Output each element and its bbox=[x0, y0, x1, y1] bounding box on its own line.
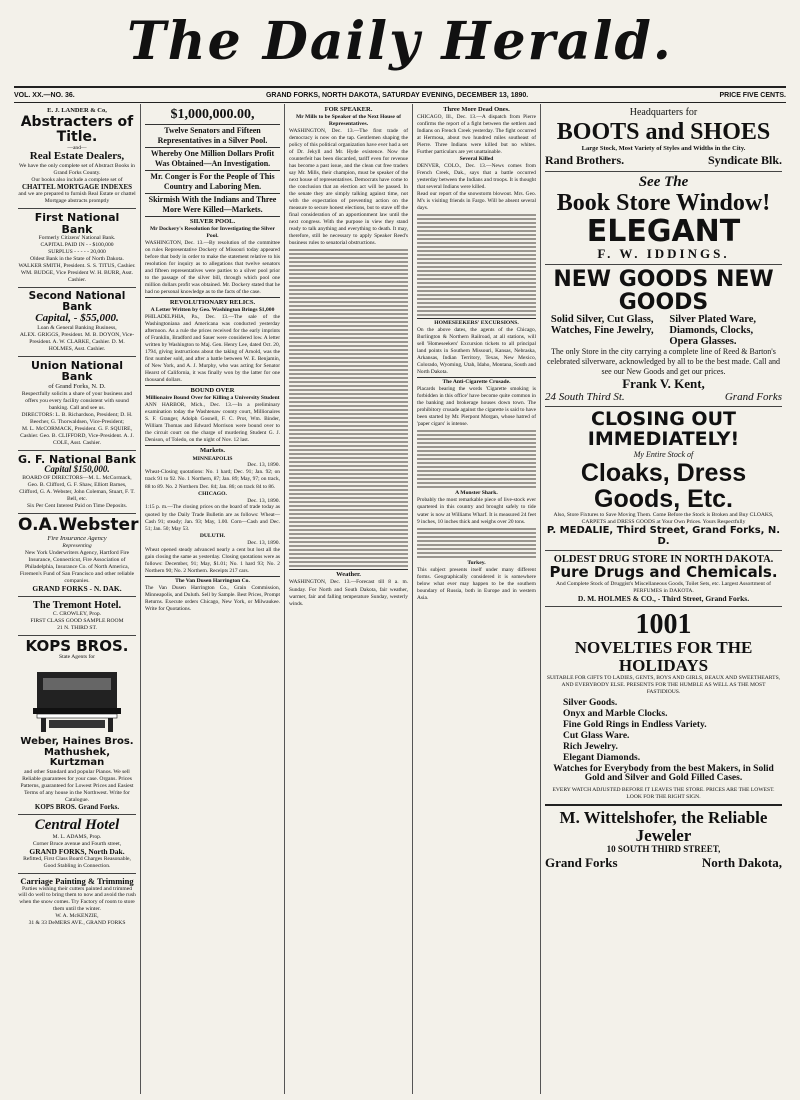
weather-head: Weather. bbox=[336, 571, 361, 579]
lander-title: Abstracters of Title. bbox=[20, 114, 134, 145]
deck-1: Twelve Senators and Fifteen Representatives in a Silver Pool. bbox=[157, 125, 268, 145]
silver-deck: Mr Dockery's Resolution for Investigating the Silver Pool. bbox=[149, 225, 276, 239]
entire-stock: My Entire Stock of bbox=[633, 449, 694, 459]
central-title: Central Hotel bbox=[34, 817, 120, 834]
snb-ad bbox=[18, 288, 136, 357]
drug-ad bbox=[545, 551, 782, 607]
gf-bank-ad bbox=[18, 451, 136, 514]
deck-3: Mr. Conger is For the People of This Country and Laboring Men. bbox=[150, 171, 275, 191]
fnb-sub: Formerly Citizens' National Bank. bbox=[38, 235, 116, 242]
carriage-addr: 31 & 33 DeMERS AVE., GRAND FORKS bbox=[28, 920, 126, 927]
wittel-addr: 10 SOUTH THIRD STREET, bbox=[606, 844, 721, 855]
snb-capital: Capital, - $55,000. bbox=[35, 312, 119, 325]
cig-body: Placards bearing the words 'Cigarette smoking is forbidden in this office' have become quite common in the banking and brokerage houses down town. The prohibitory crusade against the cigarette is said to have been started by Mr. Pierpont Morgan, whose hatred of 'paper cigars' is intense. bbox=[417, 386, 536, 428]
kent-right: Grand Forks bbox=[724, 390, 782, 403]
fnb-ad bbox=[18, 209, 136, 288]
chicago-date: Dec. 13, 1890. bbox=[247, 497, 280, 504]
boots-title: BOOTS and SHOES bbox=[556, 118, 771, 145]
cloaks-text: Also, Store Fixtures to Save Moving Them. Come Before the Stock is Broken and Buy CLOAKS, CARPETS and DRESS GOODS at Your Own Prices. Yours Respectfully bbox=[553, 512, 774, 526]
kent-ad bbox=[545, 265, 782, 407]
tremont-owner: C. CROWLEY, Prop. bbox=[52, 610, 102, 617]
chicago-body: 1:15 p. m.—The closing prices on the board of trade today as quoted by the Daily Trade Bulletin are as follows: Wheat—Cash 91; steady; Jan. 93; May, 1.00. Corn—Cash and Dec. 51; Jan. 50; May 53. bbox=[145, 504, 280, 532]
cloaks-title: Cloaks, Dress Goods, Etc. bbox=[580, 458, 747, 513]
boots-sub: Large Stock, Most Variety of Styles and Widths in the City. bbox=[581, 144, 746, 152]
snb-note: Loan & General Banking Business, bbox=[37, 324, 117, 331]
central-text: Refitted, First Class Board Charges Reasonable, Good Stabling in Connection. bbox=[23, 855, 131, 869]
relics-head: REVOLUTIONARY RELICS. bbox=[169, 298, 256, 306]
every-watch: EVERY WATCH ADJUSTED BEFORE IT LEAVES THE STORE. PRICES ARE THE LOWEST. LOOK FOR THE RIGHT SIGN. bbox=[552, 787, 775, 801]
lander-text3: and we are prepared to furnish Real Estate or chattel Mortgage abstracts promptly bbox=[18, 191, 136, 205]
suitable: SUITABLE FOR GIFTS TO LADIES, GENTS, BOYS AND GIRLS, BEAUX AND SWEETHEARTS, AND EVERYBODY ELSE. PRESENTS FOR THE HUMBLE AS WELL AS THE MOST FASTIDIOUS. bbox=[546, 674, 781, 695]
only-store: The only Store in the city carrying a complete line of Reed & Barton's celebrated silverware, acknowledged by all to be the best made. Call and see our New Goods and get our prices. bbox=[546, 347, 781, 377]
duluth-city: DULUTH. bbox=[199, 532, 226, 539]
duluth-date: Dec. 13, 1890. bbox=[247, 539, 280, 546]
see-label: See The bbox=[638, 173, 689, 190]
n1001: 1001 bbox=[635, 608, 692, 640]
webster-city: GRAND FORKS - N. DAK. bbox=[32, 583, 122, 593]
tremont-addr: 21 N. THIRD ST. bbox=[57, 624, 97, 631]
gf-capital: Capital $150,000. bbox=[44, 464, 110, 475]
rand-left: Rand Brothers. bbox=[545, 152, 625, 167]
gf-title: G. F. National Bank bbox=[18, 452, 136, 466]
bound-body: ANN HARBOR, Mich., Dec. 13.—In a preliminary examination today the Washtenaw county court, Millionaires S. F. Granger, Adolph Gosnell, F. C. Prot, Wm. Binder, William Thomas and Edward Morrison were bound over to the circuit court on the charge of murdering Student G. J. Denison, of Toledo, on the night of Nov. 12 last. bbox=[145, 402, 280, 444]
columns bbox=[14, 104, 786, 1094]
kops-pianos: Weber, Haines Bros. Mathushek, Kurtzman bbox=[20, 736, 134, 769]
masthead-title: The Daily Herald. bbox=[127, 11, 673, 72]
markets-head: Markets. bbox=[199, 447, 226, 455]
lander-text: We have the only complete set of Abstract Books in Grand Forks County. bbox=[19, 163, 135, 177]
deck-2: Whereby One Million Dollars Profit Was Obtained—An Investigation. bbox=[150, 148, 275, 168]
goods-right: Silver Plated Ware, Diamonds, Clocks, Opera Glasses. bbox=[669, 314, 757, 348]
kops-title: KOPS BROS. bbox=[25, 636, 129, 655]
wittel-title: M. Wittelshofer, the Reliable Jeweler bbox=[545, 804, 782, 845]
column-5 bbox=[540, 104, 786, 1094]
central-owner: M. L. ADAMS, Prop. bbox=[52, 833, 102, 840]
dead-head: Three More Dead Ones. bbox=[443, 106, 510, 113]
medalie-name: P. MEDALIE, Third Street, Grand Forks, N. D. bbox=[546, 525, 781, 547]
rand-right: Syndicate Blk. bbox=[707, 152, 782, 167]
home-body: On the above dates, the agents of the Chicago, Burlington & Northern Railroad, at all stations, will sell 'Homeseekers' Excursion tickets to all principal land points in Southern Missouri, Kansas, Nebraska, Arkansas, Indian Territory, Texas, New Mexico, Colorado, Wyoming, Utah, Idaho, Montana, South and North Dakota. bbox=[417, 327, 536, 376]
kent-left: 24 South Third St. bbox=[545, 390, 625, 403]
volume-number: VOL. XX.—NO. 36. bbox=[14, 91, 75, 99]
wittel-line bbox=[545, 855, 782, 871]
kops-sub: State Agents for bbox=[58, 654, 96, 661]
central-hotel-ad bbox=[18, 815, 136, 874]
item-6: Elegant Diamonds. bbox=[563, 752, 641, 763]
markets-city: MINNEAPOLIS bbox=[192, 455, 233, 462]
snb-title: Second National Bank bbox=[28, 290, 126, 314]
vandusen-title: The Van Dusen Harrington Co. bbox=[175, 577, 250, 584]
wittel-left: Grand Forks bbox=[545, 854, 618, 870]
vandusen-body: The Van Dusen Harrington Co., Grain Commission, Minneapolis, and Duluth. Sell by Sample. Best Prices, Prompt Returns. Execute orders Chicago, New York, or Milwaukee. Write for Quotations. bbox=[145, 584, 280, 612]
kops-text: and other Standard and popular Pianos. We sell Reliable guarantees for your case. Organs. Prices Patterns, guaranteed for Lowest Prices and Easiest Terms of any house in the Northwest. Write for Catalogue. bbox=[20, 768, 134, 803]
shark-lines bbox=[417, 528, 536, 558]
dead-body: CHICAGO, Ill., Dec. 13.—A dispatch from Pierre confirms the report of a fight between the settlers and Indians on French Creek yesterday. The fight occurred at Hermosa, about two hundred miles southeast of Pierre. Three Indians were killed but no whites. Further particulars are yet unattainable. bbox=[417, 114, 536, 156]
cig-lines bbox=[417, 430, 536, 488]
item-4: Cut Glass Ware. bbox=[563, 730, 630, 741]
column-1 bbox=[14, 104, 140, 1094]
kent-line bbox=[545, 391, 782, 403]
kops-ad bbox=[18, 636, 136, 816]
duluth-body: Wheat opened steady advanced nearly a cent but lost all the gain closing the same as yesterday. Closing quotations were as follows: December, 91; May, $1.01; No. 1 hard 93; No. 2 Northern 90; No. 2 Northern. Receipts 217 cars. bbox=[145, 546, 280, 574]
hq-label: Headquarters for bbox=[629, 107, 698, 118]
deck-4: Skirmish With the Indians and Three More Were Killed—Markets. bbox=[148, 194, 277, 214]
item-3: Fine Gold Rings in Endless Variety. bbox=[563, 719, 707, 730]
item-5: Rich Jewelry. bbox=[563, 741, 618, 752]
union-text: Respectfully solicits a share of your business and offers you every facility consistent with sound banking. Call and see us. bbox=[21, 391, 133, 411]
column-4 bbox=[412, 104, 540, 1094]
union-sub: of Grand Forks, N. D. bbox=[48, 382, 106, 390]
webster-title: O.A.Webster bbox=[18, 514, 139, 535]
shark-head: A Monster Shark. bbox=[455, 490, 498, 497]
main-headline: $1,000,000.00, bbox=[170, 107, 255, 122]
lander-sub: Real Estate Dealers, bbox=[29, 150, 125, 163]
turkey-head: Turkey. bbox=[467, 559, 486, 566]
medalie-ad bbox=[545, 407, 782, 551]
killed-head: Several Killed bbox=[459, 156, 494, 163]
issue-date: GRAND FORKS, NORTH DAKOTA, SATURDAY EVENING, DECEMBER 13, 1890. bbox=[265, 91, 529, 99]
fnb-surplus: SURPLUS - - - - - 20,000 bbox=[48, 249, 106, 256]
relics-body: PHILADELPHIA, Pa., Dec. 13.—The sale of the Washingtoniana and Americana was conducted yesterday afternoon. As a rule the prices received for the early imprints of Franklin, Bradford and Sauer were considered low. A letter written by Washington to Maj. Gen. Henry Lee, dated Oct. 20, 1794, giving instructions about the taking of Arnold, was the first number sold, and after a battle between W. E. Benjamin, of New York, and A. J. Murphy, who was acting for Senator Hearst of California, it was finally won by the latter for one thousand dollars. bbox=[145, 314, 280, 384]
fnb-oldest: Oldest Bank in the State of North Dakota. bbox=[30, 256, 124, 263]
tremont-title: The Tremont Hotel. bbox=[32, 599, 122, 611]
webster-text: New York Underwriters Agency, Hartford Fire Insurance, Connecticut, Fire Association of Philadelphia, Insurance Co. of North America, Firemen's Fund of San Francisco and other reliable companies. bbox=[19, 549, 135, 584]
new-goods: NEW GOODS NEW GOODS bbox=[553, 266, 774, 315]
piano-illustration bbox=[29, 664, 125, 734]
speaker-body: WASHINGTON, Dec. 13.—The first trade of democracy is now on the tap. Gentlemen shaping the policy of this political organization have ever had a set of Dr. Jekyll and Mr. Hyde existence. Now the counterfeit has been discarded, tariff even for revenue has become a past issue, and the clean cut free traders say Mr. Mills, their champion, must be speaker of the next house of representatives. Democrats have come to the conclusion that an election act will be passed. In the senate they are simply talking against time, not with the expectation of preventing action on the measure to secure honest elections, but to stave off the final consideration of an apportionment law until the next congress. With the purpose in view they stand ready to talk anything and everything to death. It may, therefore, still be necessary to apply Speaker Reed's business rules to senatorial obstructions. bbox=[289, 128, 408, 247]
article-text-lines bbox=[289, 249, 408, 567]
cig-head: The Anti-Cigarette Crusade. bbox=[442, 379, 511, 386]
closing-out: CLOSING OUT IMMEDIATELY! bbox=[587, 407, 740, 450]
goods-left: Solid Silver, Cut Glass, Watches, Fine Jewelry, bbox=[550, 314, 654, 337]
novelties: NOVELTIES FOR THE HOLIDAYS bbox=[574, 638, 753, 675]
speaker-deck: Mr Mills to be Speaker of the Next House of Representatives. bbox=[296, 114, 401, 128]
window-label: Book Store Window! bbox=[556, 189, 771, 216]
fnb-title: First National Bank bbox=[34, 211, 120, 236]
carriage-name: W. A. McKENZIE, bbox=[55, 913, 99, 920]
gf-directors: BOARD OF DIRECTORS—M. L. McCormack, Geo. B. Clifford, G. F. Shaw, Elliott Barnes, Clifford, G. A. Webster, John Coleman, Stuart, F. T. Bell, etc. bbox=[19, 474, 135, 502]
oldest-drug: OLDEST DRUG STORE IN NORTH DAKOTA. bbox=[553, 554, 774, 566]
markets-body: Wheat-Closing quotations: No. 1 hard; Dec. 91; Jan. 92; on track 91 to 92. No. 1 Northern, 87; Jan. 89; May, 97; on track, 88 to 89. No. 2 Northern Dec. 84; Jan. 86; on track 84 to 86. bbox=[145, 469, 280, 490]
holmes-line: D. M. HOLMES & CO., - Third Street, Grand Forks. bbox=[577, 593, 750, 603]
item-2: Onyx and Marble Clocks. bbox=[563, 708, 668, 719]
union-title: Union National Bank bbox=[31, 358, 123, 384]
bound-deck: Millionaire Bound Over for Killing a University Student bbox=[145, 395, 280, 402]
union-officers: M. L. McCORMACK, President. G. F. SQUIRE, Cashier. Geo. B. CLIFFORD, Vice-President. A. J. COLE, Asst. Cashier. bbox=[20, 425, 134, 446]
rand-line bbox=[545, 153, 782, 168]
lander-and: —and— bbox=[67, 144, 87, 151]
goods-list bbox=[545, 314, 782, 347]
tremont-ad bbox=[18, 597, 136, 636]
union-ad bbox=[18, 357, 136, 451]
lander-ad bbox=[18, 104, 136, 209]
pure-drugs: Pure Drugs and Chemicals. bbox=[549, 563, 778, 582]
silver-body: WASHINGTON, Dec. 13.—By resolution of the committee on rules Representative Dockery of Missouri today appeared before that body in order to make the statement relative to his resolution for inquiry as to allegations that twelve senators and fifteen representatives were parties to a silver pool prior to the passage of the silver bill, through which pool one million dollars profit was obtained. Mr. Dockery stated that he had no personal knowledge as to the facts of the case. bbox=[145, 239, 280, 295]
carriage-ad bbox=[18, 874, 136, 931]
home-head: HOMESEEKERS' EXCURSIONS. bbox=[434, 320, 519, 327]
boots-ad bbox=[545, 104, 782, 172]
speaker-head: FOR SPEAKER. bbox=[324, 106, 373, 113]
tremont-rate: FIRST CLASS GOOD SAMPLE ROOM bbox=[30, 617, 124, 624]
silver-head: SILVER POOL. bbox=[189, 217, 236, 225]
lander-text2: Our books also include a complete set of bbox=[31, 177, 123, 183]
central-addr: Corner Bruce avenue and Fourth street, bbox=[32, 840, 122, 847]
webster-sub: Fire Insurance Agency bbox=[47, 534, 107, 542]
kops-footer: KOPS BROS. Grand Forks. bbox=[34, 802, 120, 811]
wittelshofer-ad bbox=[545, 607, 782, 874]
bound-head: BOUND OVER bbox=[190, 387, 235, 395]
column-2 bbox=[140, 104, 284, 1094]
markets-date: Dec. 13, 1890. bbox=[247, 462, 280, 469]
watches-line: Watches for Everybody from the best Makers, in Solid Gold and Silver and Gold Filled Cases. bbox=[553, 763, 774, 784]
item-1: Silver Goods. bbox=[563, 697, 618, 708]
webster-rep: Representing bbox=[62, 542, 92, 549]
gf-interest: Six Per Cent Interest Paid on Time Deposits. bbox=[26, 502, 128, 509]
kent-name: Frank V. Kent, bbox=[622, 376, 705, 392]
iddings-label: F. W. IDDINGS. bbox=[597, 246, 730, 262]
local-news-lines bbox=[417, 214, 536, 316]
union-directors: DIRECTORS: L. B. Richardson, President; D. H. Beecher, G. Thorwaldsen, Vice-President; bbox=[21, 411, 133, 425]
fnb-officers: WALKER SMITH, President. S. S. TITUS, Cashier. WM. BUDGE, Vice President W. H. BURR, Asst. Cashier. bbox=[18, 263, 136, 284]
dateline bbox=[14, 86, 786, 103]
shark-body: Probably the most remarkable piece of live-stock ever quartered in this country and brought safely to tide water is now at Williams Wharf. It is measured 24 feet 9 inches, 10 inches thick and weighs over 20 tons. bbox=[417, 497, 536, 525]
central-city: GRAND FORKS, North Dak. bbox=[29, 846, 125, 856]
chicago-city: CHICAGO. bbox=[198, 490, 227, 497]
pure-sub: And Complete Stock of Druggist's Miscellaneous Goods, Toilet Sets, etc. Largest Assortment of PERFUMES in DAKOTA. bbox=[556, 580, 771, 594]
snow-body: Read our report of the snowstorm blowout. Mrs. Geo. M's is visiting friends in Fargo. Will be absent several days. bbox=[417, 191, 536, 212]
weather-body: WASHINGTON, Dec. 13.—Forecast till 8 a. m. Sunday. For North and South Dakota, fair weather, warmer, fair and falling temperature Sunday, westerly winds. bbox=[289, 579, 408, 607]
price: PRICE FIVE CENTS. bbox=[719, 91, 786, 99]
item-list bbox=[545, 699, 782, 764]
wittel-right: North Dakota, bbox=[701, 854, 782, 870]
lander-name: E. J. LANDER & Co, bbox=[47, 107, 107, 114]
column-3 bbox=[284, 104, 412, 1094]
lander-chattel: CHATTEL MORTGAGE INDEXES bbox=[21, 182, 133, 191]
fnb-capital: CAPITAL PAID IN - - $100,000 bbox=[40, 242, 114, 249]
relics-deck: A Letter Written by Geo. Washington Brings $1,000 bbox=[150, 307, 275, 314]
snb-officers: ALEX. GRIGGS, President. M. B. DOYON, Vice-President. A. W. CLARKE, Cashier. D. M. HOLMES, Asst. Cashier. bbox=[19, 331, 135, 352]
webster-ad bbox=[18, 514, 139, 597]
elegant-label: ELEGANT bbox=[586, 213, 741, 249]
bookstore-ad bbox=[545, 172, 782, 265]
carriage-title: Carriage Painting & Trimming bbox=[20, 875, 134, 886]
turkey-body: This subject presents itself under many different forms. Geographically considered it is somewhere below what ever may happen to be the southern boundary of Russia, both in Europe and in western Asia. bbox=[417, 566, 536, 601]
killed-body: DENVER, COLO., Dec. 13.—News comes from French Creek, Dak., says that a battle occurred yesterday between the Indians and troops. It is thought that several Indians were killed. bbox=[417, 163, 536, 191]
carriage-text: Parties wishing their cutters painted and trimmed will do well to bring them to now and avoid the rush when the snow comes. Try Factory of room to store them until the winter. bbox=[18, 885, 136, 913]
